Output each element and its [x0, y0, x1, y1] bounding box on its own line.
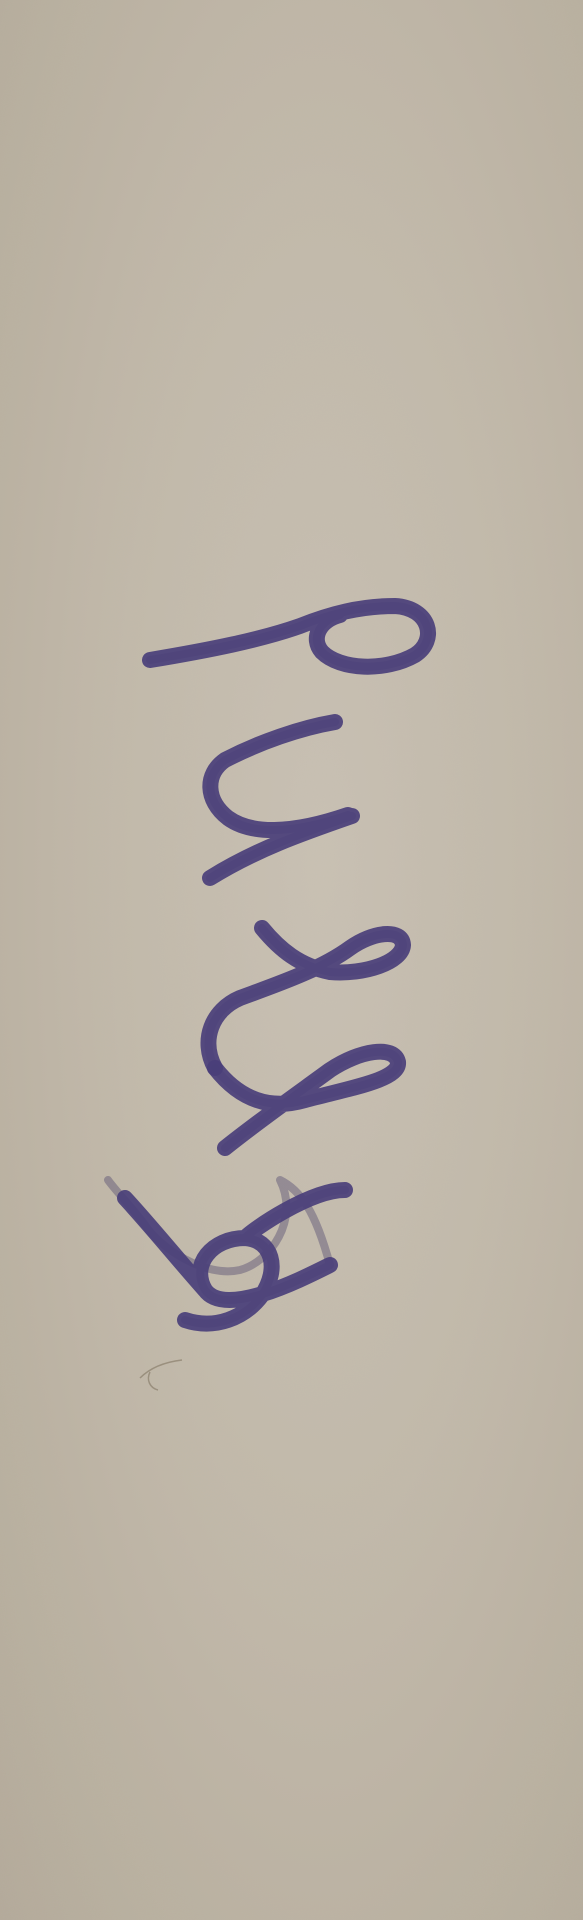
handwritten-letter-final [108, 1180, 345, 1324]
handwritten-letter-u [210, 722, 352, 878]
handwritten-letter-p [150, 606, 428, 667]
handwritten-letter-f-second [215, 1052, 398, 1148]
paper-speck [140, 1360, 182, 1390]
